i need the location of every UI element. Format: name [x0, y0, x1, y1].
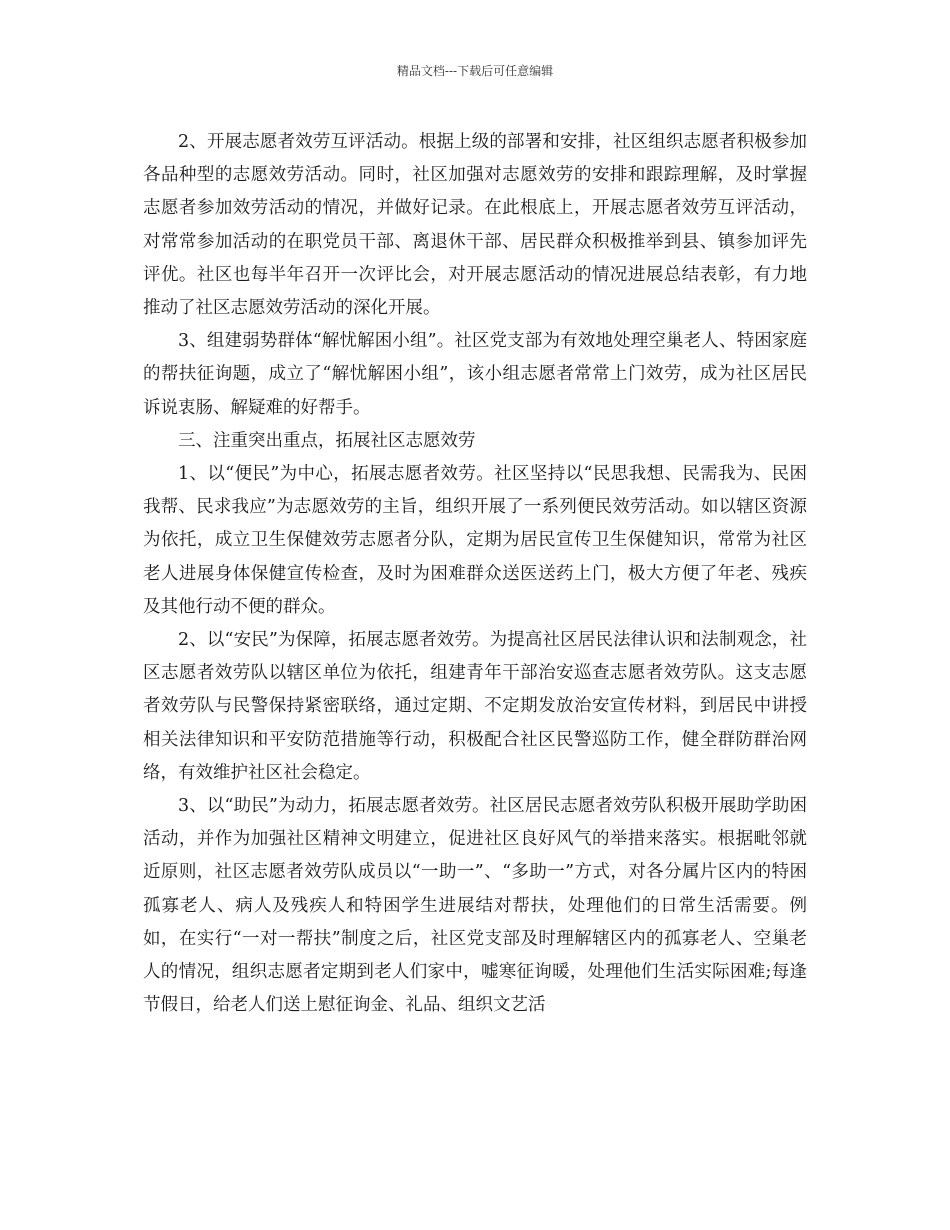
page-header: 精品文档---下载后可任意编辑	[396, 64, 554, 78]
paragraph-convenience-service: 1、以“便民”为中心，拓展志愿者效劳。社区坚持以“民思我想、民需我为、民困我帮、民求我应”为志愿效劳的主旨，组织开展了一系列便民效劳活动。如以辖区资源为依托，成立卫生保健效劳志愿者分队，定期为居民宣传卫生保健知识，常常为社区老人进展身体保健宣传检查，及时为困难群众送医送药上门，极大方便了年老、残疾及其他行动不便的群众。	[143, 464, 807, 617]
paragraph-assistance-service: 3、以“助民”为动力，拓展志愿者效劳。社区居民志愿者效劳队积极开展助学助困活动，并作为加强社区精神文明建立，促进社区良好风气的举措来落实。根据毗邻就近原则，社区志愿者效劳队成员以“一助一”、“多助一”方式，对各分属片区内的特困孤寡老人、病人及残疾人和特困学生进展结对帮扶，处理他们的日常生活需要。例如，在实行“一对一帮扶”制度之后，社区党支部及时理解辖区内的孤寡老人、空巢老人的情况，组织志愿者定期到老人们家中，嘘寒征询暖，处理他们生活实际困难;每逢节假日，给老人们送上慰征询金、礼品、组织文艺活	[143, 796, 807, 1016]
paragraph-relief-group: 3、组建弱势群体“解忧解困小组”。社区党支部为有效地处理空巢老人、特困家庭的帮扶征询题，成立了“解忧解困小组”，该小组志愿者常常上门效劳，成为社区居民诉说衷肠、解疑难的好帮手。	[143, 331, 807, 418]
section-heading-three: 三、注重突出重点，拓展社区志愿效劳	[178, 430, 476, 451]
paragraph-volunteer-mutual-evaluation: 2、开展志愿者效劳互评活动。根据上级的部署和安排，社区组织志愿者积极参加各品种型的志愿效劳活动。同时，社区加强对志愿效劳的安排和跟踪理解，及时掌握志愿者参加效劳活动的情况，并做好记录。在此根底上，开展志愿者效劳互评活动，对常常参加活动的在职党员干部、离退休干部、居民群众积极推举到县、镇参加评先评优。社区也每半年召开一次评比会，对开展志愿活动的情况进展总结表彰，有力地推动了社区志愿效劳活动的深化开展。	[143, 132, 807, 319]
paragraph-security-service: 2、以“安民”为保障，拓展志愿者效劳。为提高社区居民法律认识和法制观念，社区志愿者效劳队以辖区单位为依托，组建青年干部治安巡查志愿者效劳队。这支志愿者效劳队与民警保持紧密联络，通过定期、不定期发放治安宣传材料，到居民中讲授相关法律知识和平安防范措施等行动，积极配合社区民警巡防工作，健全群防群治网络，有效维护社区社会稳定。	[143, 630, 807, 783]
document-body	[143, 126, 807, 1022]
